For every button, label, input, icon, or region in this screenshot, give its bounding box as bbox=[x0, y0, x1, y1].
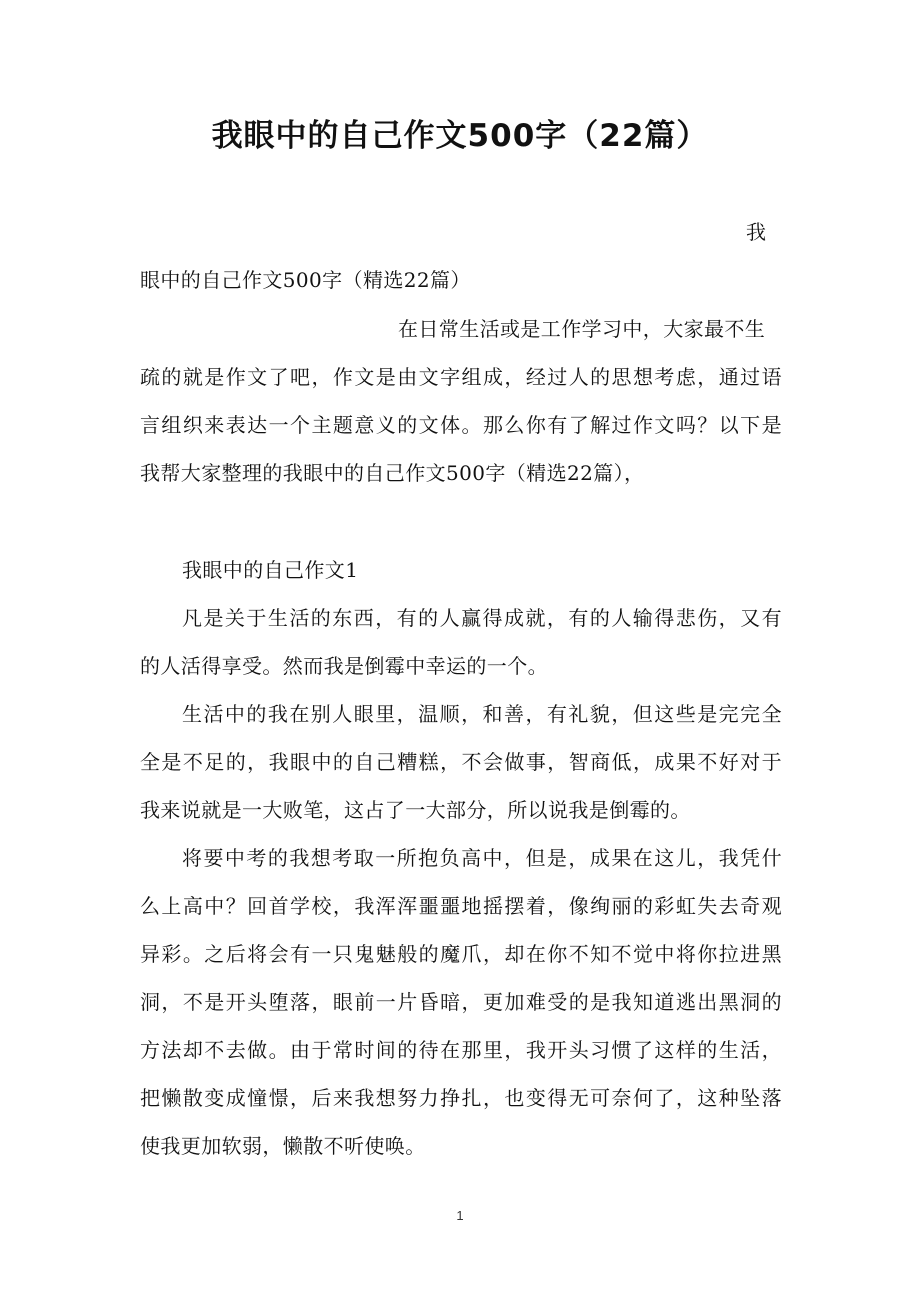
paragraph-line: 的人活得享受。然而我是倒霉中幸运的一个。 bbox=[140, 654, 548, 678]
document-title: 我眼中的自己作文500字（22篇） bbox=[211, 118, 709, 154]
paragraph-line: 方法却不去做。由于常时间的待在那里，我开头习惯了这样的生活， bbox=[140, 1038, 782, 1062]
essay-heading: 我眼中的自己作文1 bbox=[182, 558, 359, 582]
intro-line: 眼中的自己作文500字（精选22篇） bbox=[140, 268, 471, 292]
paragraph-line: 凡是关于生活的东西，有的人赢得成就，有的人输得悲伤，又有 bbox=[182, 606, 782, 630]
intro-line: 我帮大家整理的我眼中的自己作文500字（精选22篇）， bbox=[140, 461, 645, 485]
paragraph-line: 把懒散变成憧憬，后来我想努力挣扎，也变得无可奈何了，这种坠落 bbox=[140, 1086, 782, 1110]
paragraph-line: 异彩。之后将会有一只鬼魅般的魔爪，却在你不知不觉中将你拉进黑 bbox=[140, 942, 782, 966]
paragraph-line: 生活中的我在别人眼里，温顺，和善，有礼貌，但这些是完完全 bbox=[182, 702, 782, 726]
intro-line: 言组织来表达一个主题意义的文体。那么你有了解过作文吗？以下是 bbox=[140, 413, 782, 437]
paragraph-line: 么上高中？回首学校，我浑浑噩噩地摇摆着，像绚丽的彩虹失去奇观 bbox=[140, 894, 782, 918]
intro-line: 我 bbox=[746, 220, 767, 244]
paragraph-line: 洞，不是开头堕落，眼前一片昏暗，更加难受的是我知道逃出黑洞的 bbox=[140, 990, 782, 1014]
paragraph-line: 全是不足的，我眼中的自己糟糕，不会做事，智商低，成果不好对于 bbox=[140, 750, 782, 774]
paragraph-line: 使我更加软弱，懒散不听使唤。 bbox=[140, 1134, 426, 1158]
page-number: 1 bbox=[456, 1208, 464, 1223]
paragraph-line: 将要中考的我想考取一所抱负高中，但是，成果在这儿，我凭什 bbox=[182, 846, 782, 870]
paragraph-line: 我来说就是一大败笔，这占了一大部分，所以说我是倒霉的。 bbox=[140, 798, 691, 822]
document-body bbox=[140, 0, 782, 1302]
intro-line: 在日常生活或是工作学习中，大家最不生 bbox=[398, 317, 766, 341]
intro-line: 疏的就是作文了吧，作文是由文字组成，经过人的思想考虑，通过语 bbox=[140, 365, 782, 389]
